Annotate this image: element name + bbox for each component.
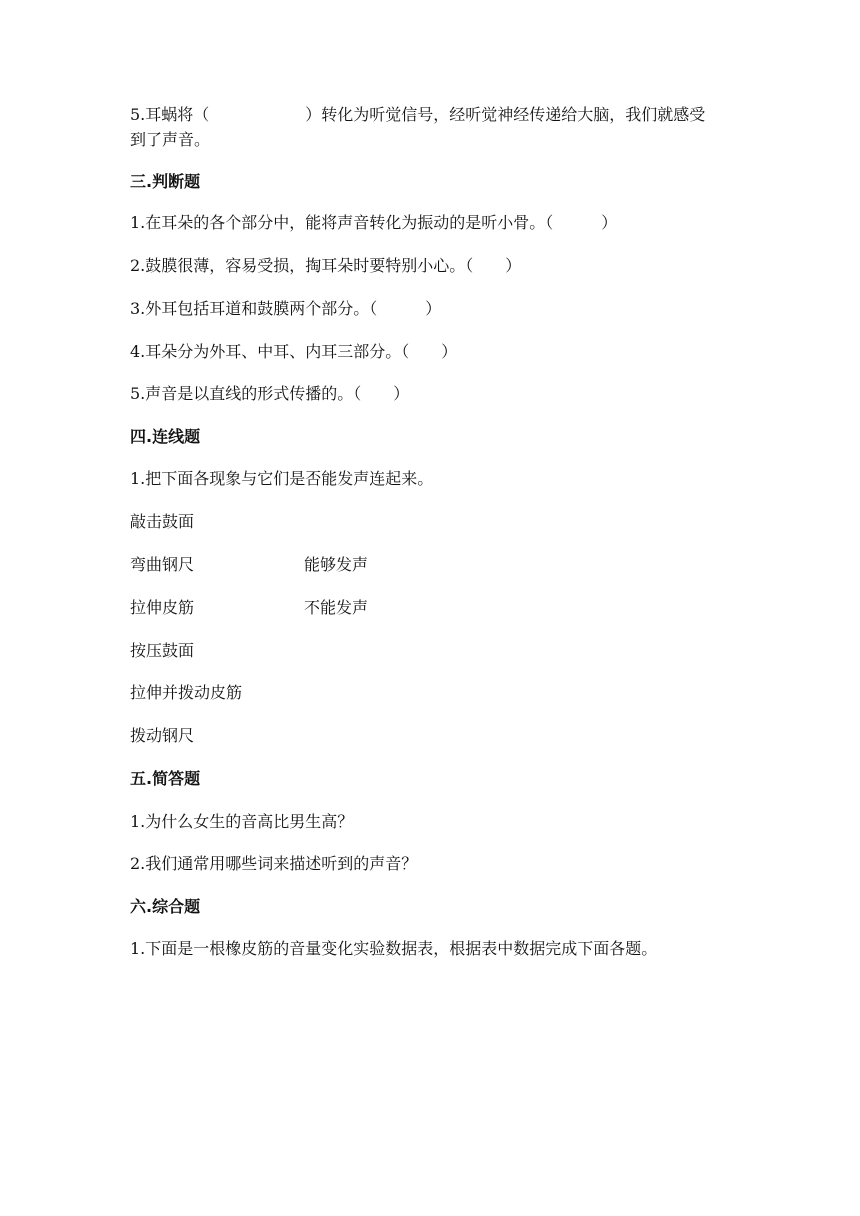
matching-right-item: 不能发声	[304, 598, 369, 617]
section-heading-matching: 四.连线题	[130, 427, 201, 446]
judgement-item: 2.鼓膜很薄，容易受损，掏耳朵时要特别小心。（ ）	[130, 256, 522, 275]
comprehensive-item: 1.下面是一根橡皮筋的音量变化实验数据表，根据表中数据完成下面各题。	[130, 939, 658, 958]
short-answer-item: 1.为什么女生的音高比男生高？	[130, 812, 354, 831]
matching-left-item: 按压鼓面	[130, 641, 195, 660]
matching-left-item: 弯曲钢尺	[130, 555, 195, 574]
matching-left-item: 敲击鼓面	[130, 512, 195, 531]
short-answer-item: 2.我们通常用哪些词来描述听到的声音？	[130, 854, 418, 873]
section-heading-judgement: 三.判断题	[130, 172, 201, 191]
matching-prompt: 1.把下面各现象与它们是否能发声连起来。	[130, 469, 434, 488]
judgement-item: 1.在耳朵的各个部分中，能将声音转化为振动的是听小骨。（ ）	[130, 213, 618, 232]
matching-right-item: 能够发声	[304, 555, 369, 574]
matching-left-item: 拨动钢尺	[130, 726, 195, 745]
section-heading-comprehensive: 六.综合题	[130, 897, 201, 916]
section-heading-short-answer: 五.简答题	[130, 769, 201, 788]
fill-in-q5-line2: 到了声音。	[130, 130, 211, 149]
judgement-item: 4.耳朵分为外耳、中耳、内耳三部分。（ ）	[130, 342, 458, 361]
matching-left-item: 拉伸皮筋	[130, 598, 195, 617]
matching-left-item: 拉伸并拨动皮筋	[130, 683, 243, 702]
judgement-item: 5.声音是以直线的形式传播的。（ ）	[130, 384, 410, 403]
fill-in-q5-line1: 5.耳蜗将（ ）转化为听觉信号，经听觉神经传递给大脑，我们就感受	[130, 105, 706, 124]
judgement-item: 3.外耳包括耳道和鼓膜两个部分。（ ）	[130, 299, 442, 318]
